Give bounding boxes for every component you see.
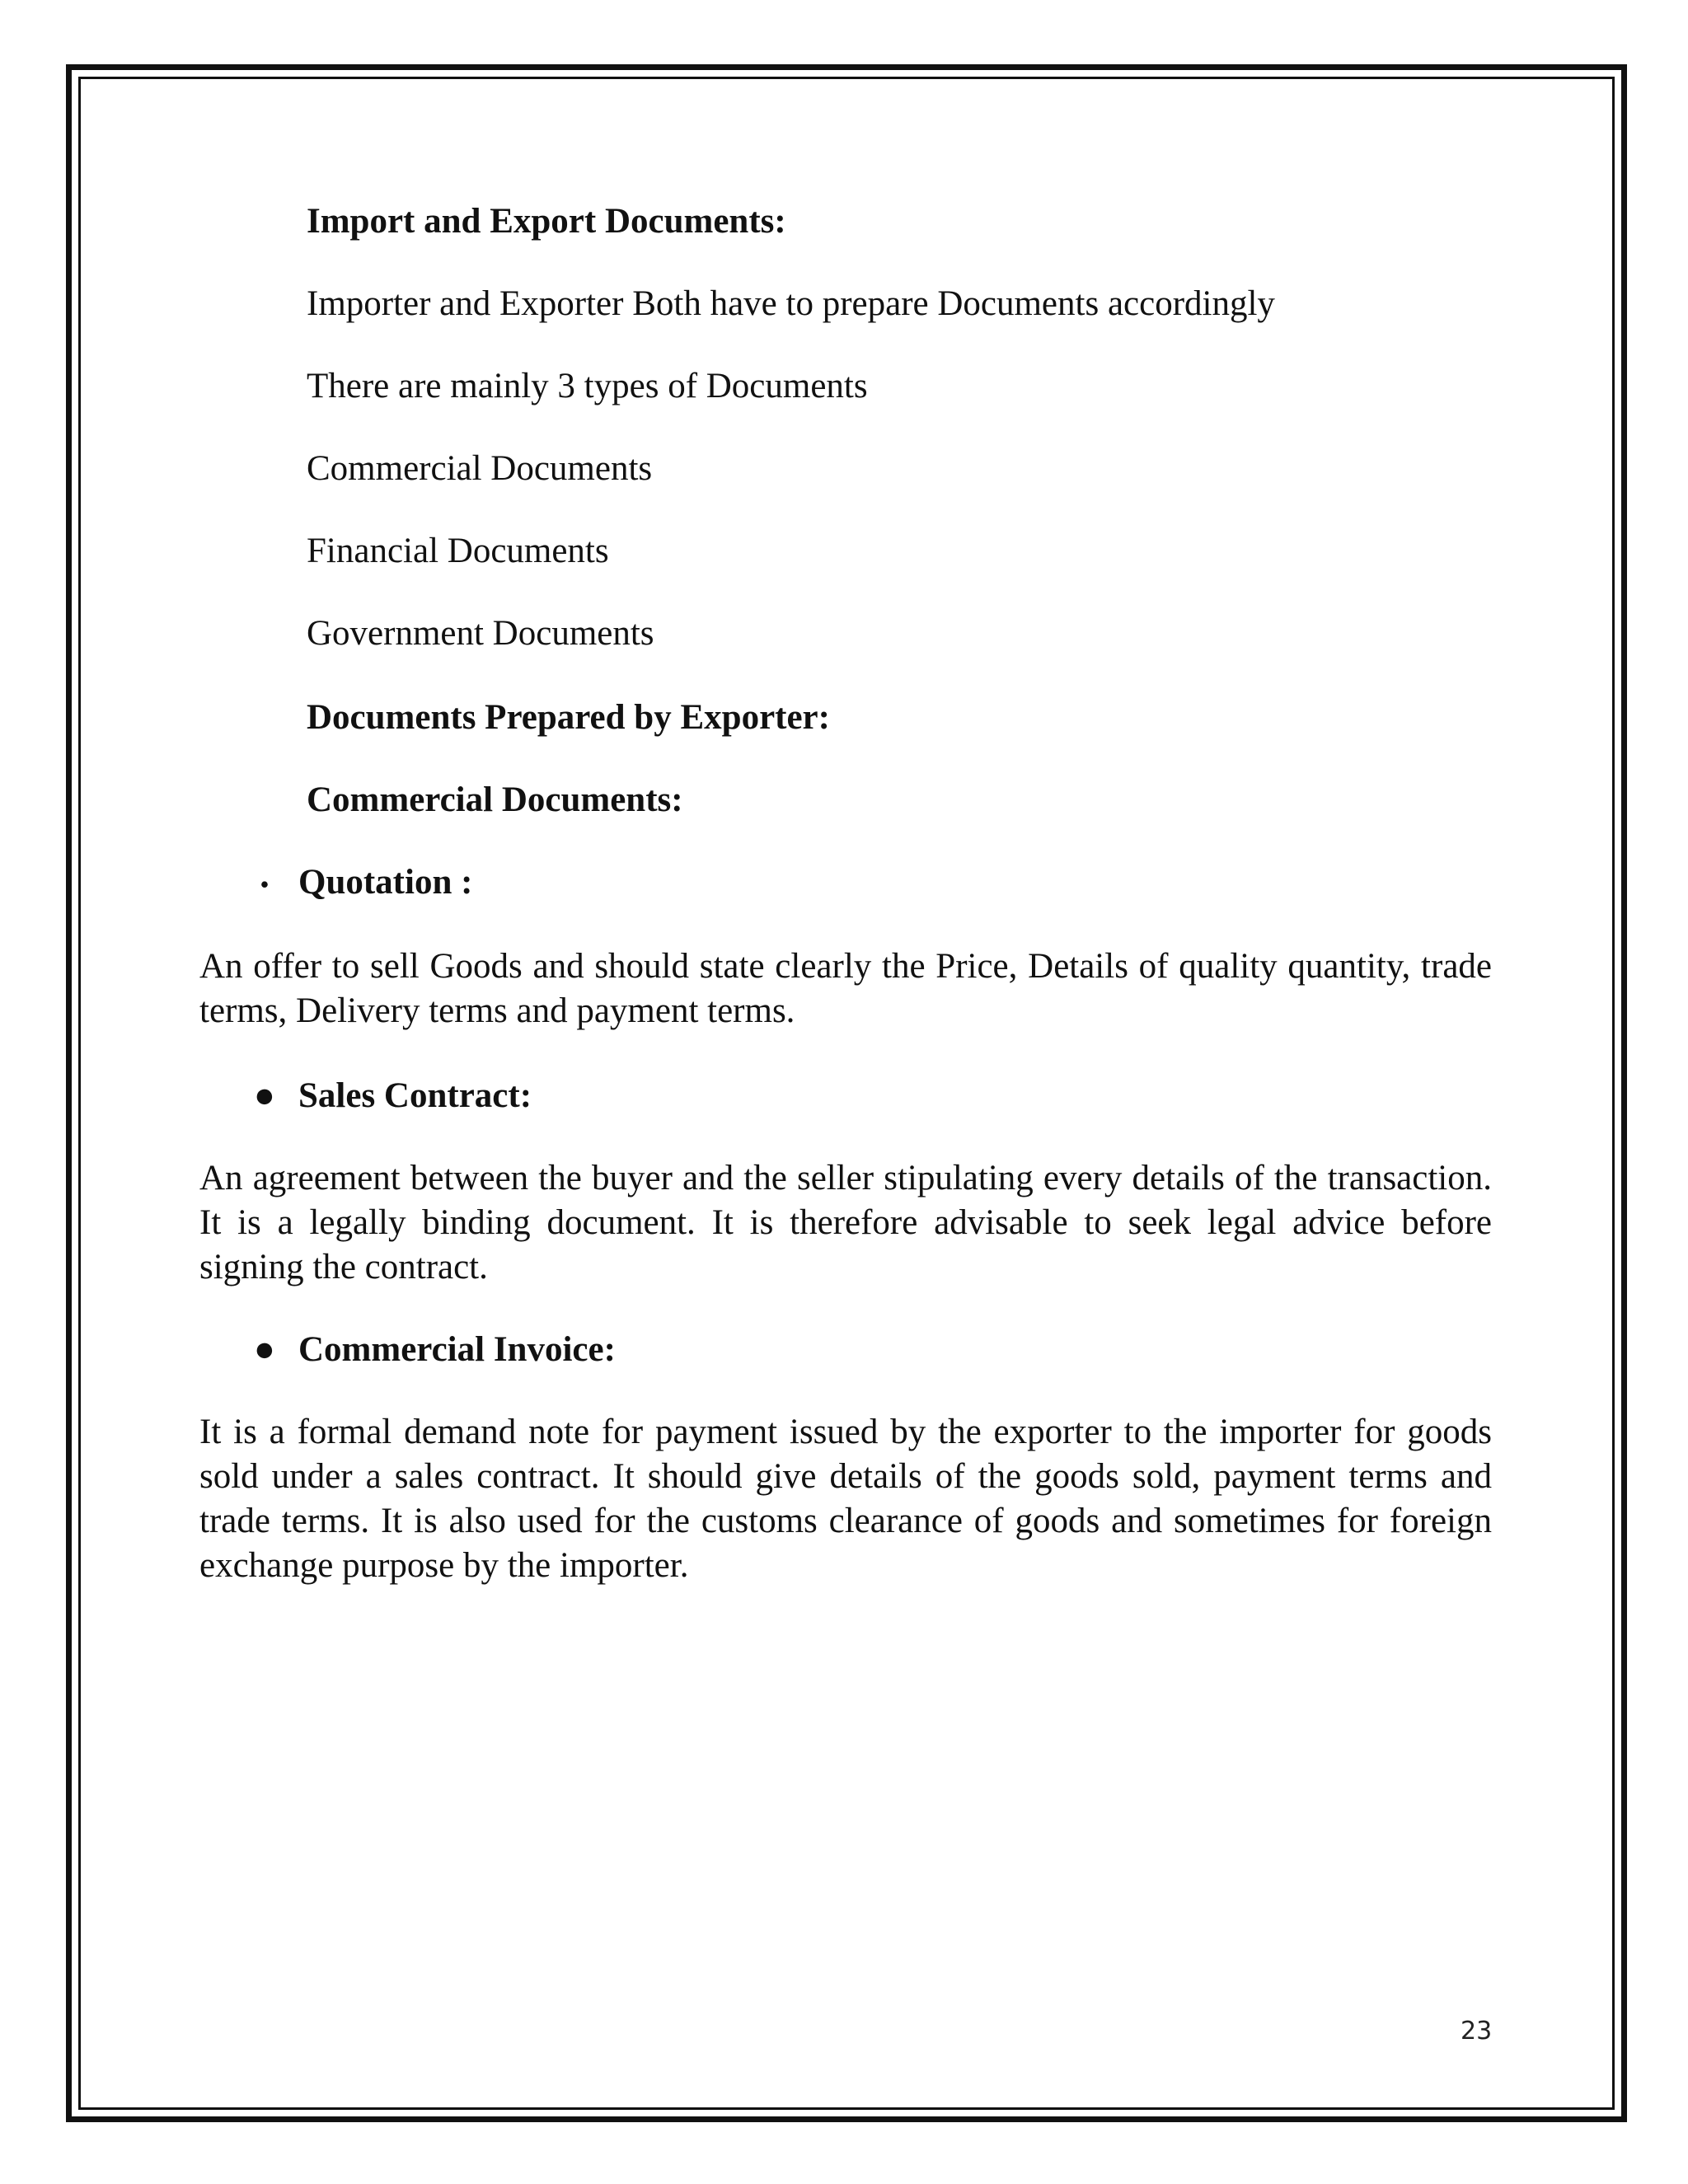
document-type-financial: Financial Documents bbox=[307, 532, 609, 570]
item-title: Commercial Invoice: bbox=[298, 1330, 616, 1369]
item-body-quotation: An offer to sell Goods and should state clearly the Price, Details of quality quantity, trade terms, Delivery terms and payment terms. bbox=[199, 947, 1492, 1030]
subheading-exporter: Documents Prepared by Exporter: bbox=[307, 698, 830, 737]
item-title: Sales Contract: bbox=[298, 1076, 532, 1115]
item-heading-commercial-invoice bbox=[231, 1329, 616, 1371]
bullet-icon: ● bbox=[254, 1330, 275, 1369]
item-heading-quotation bbox=[231, 862, 472, 905]
item-body-sales-contract: An agreement between the buyer and the seller stipulating every details of the transaction. It is a legally binding document. It is therefore advisable to seek legal advice before signing the contract. bbox=[199, 1159, 1492, 1286]
bullet-icon: ● bbox=[254, 1076, 275, 1115]
types-intro: There are mainly 3 types of Documents bbox=[307, 367, 868, 405]
document-type-government: Government Documents bbox=[307, 614, 654, 653]
section-heading: Import and Export Documents: bbox=[307, 202, 786, 241]
item-heading-sales-contract bbox=[231, 1076, 532, 1117]
document-type-commercial: Commercial Documents bbox=[307, 449, 653, 488]
intro-line: Importer and Exporter Both have to prepare Documents accordingly bbox=[307, 284, 1275, 323]
page-number: 23 bbox=[1461, 2017, 1493, 2046]
item-body-commercial-invoice: It is a formal demand note for payment issued by the exporter to the importer for goods sold under a sales contract. It should give details of the goods sold, payment terms and trade terms. It is also used for the customs clearance of goods and sometimes for foreign exchange purpose by the importer. bbox=[199, 1413, 1492, 1585]
bullet-icon: • bbox=[260, 869, 270, 899]
item-title: Quotation : bbox=[298, 863, 473, 902]
subheading-commercial: Commercial Documents: bbox=[307, 780, 683, 819]
